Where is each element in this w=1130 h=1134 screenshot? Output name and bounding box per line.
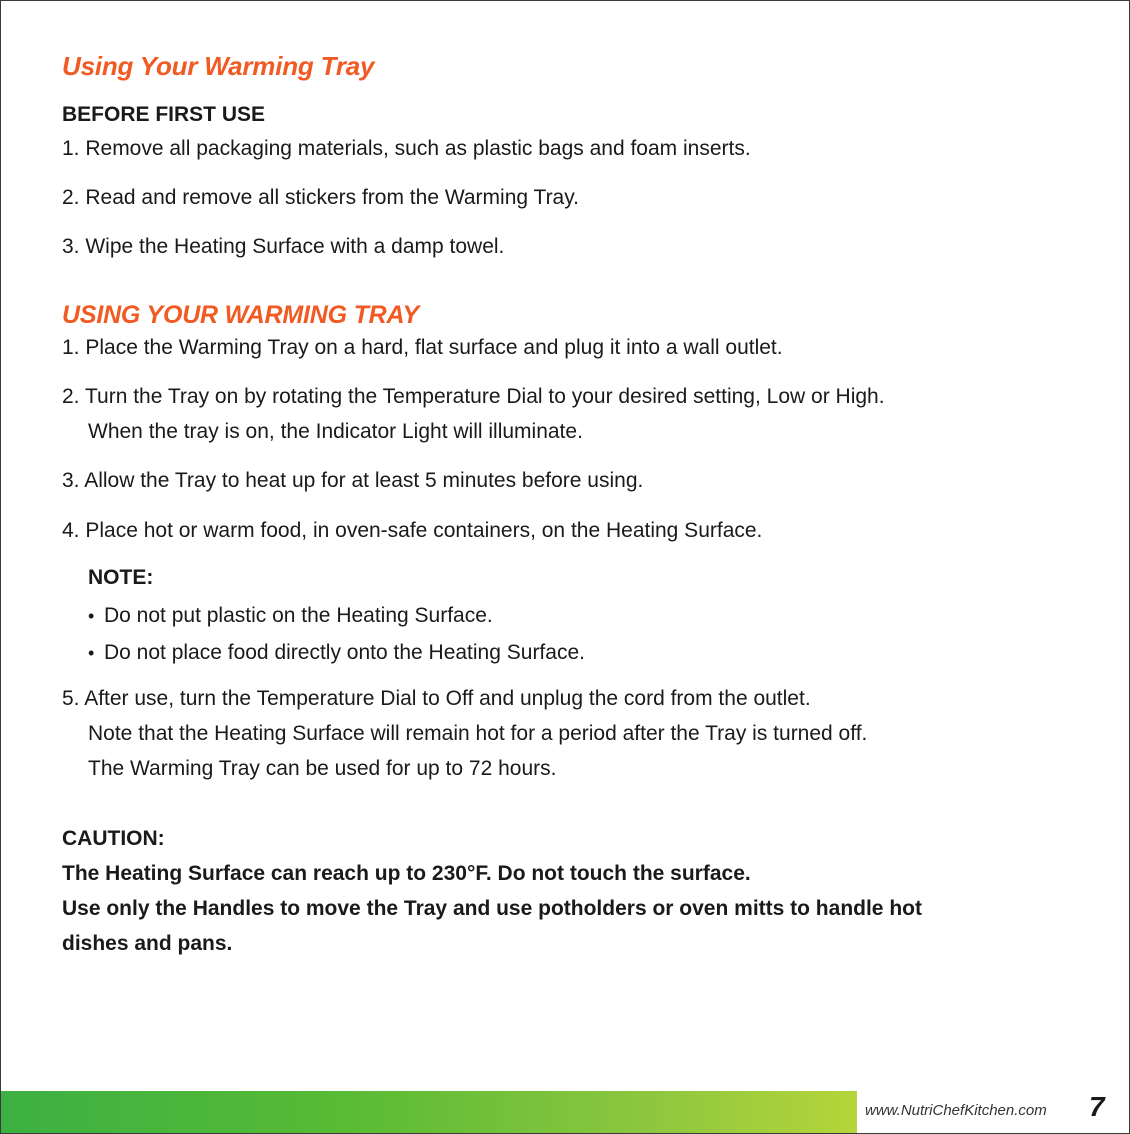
bullet-icon: •	[88, 606, 95, 626]
caution-heading: CAUTION:	[62, 827, 165, 850]
using-step-2-line-1: 2. Turn the Tray on by rotating the Temperature Dial to your desired setting, Low or High.	[62, 385, 885, 408]
using-step-1: 1. Place the Warming Tray on a hard, flat surface and plug it into a wall outlet.	[62, 336, 783, 359]
using-step-2-line-2: When the tray is on, the Indicator Light will illuminate.	[88, 420, 583, 443]
before-first-use-heading: BEFORE FIRST USE	[62, 103, 266, 126]
before-step-1: 1. Remove all packaging materials, such as plastic bags and foam inserts.	[62, 137, 751, 160]
caution-line-1: The Heating Surface can reach up to 230°F. Do not touch the surface.	[62, 862, 751, 885]
note-bullet-1	[62, 602, 1062, 630]
note-heading: NOTE:	[88, 566, 154, 589]
using-step-5-line-3: The Warming Tray can be used for up to 72 hours.	[88, 757, 557, 780]
page-number: 7	[1089, 1091, 1105, 1122]
using-heading: USING YOUR WARMING TRAY	[62, 301, 419, 329]
note-bullet-1-text: Do not put plastic on the Heating Surface.	[104, 604, 493, 627]
before-step-3: 3. Wipe the Heating Surface with a damp towel.	[62, 235, 505, 258]
using-step-5-line-2: Note that the Heating Surface will remain hot for a period after the Tray is turned off.	[88, 722, 868, 745]
using-step-5-line-1: 5. After use, turn the Temperature Dial to Off and unplug the cord from the outlet.	[62, 687, 811, 710]
note-bullet-2	[62, 639, 1062, 667]
page-title: Using Your Warming Tray	[62, 51, 375, 81]
footer-website-url: www.NutriChefKitchen.com	[865, 1102, 1047, 1119]
caution-line-2: Use only the Handles to move the Tray and use potholders or oven mitts to handle hot	[62, 897, 922, 920]
page-content	[62, 51, 1062, 961]
bullet-icon: •	[88, 643, 95, 663]
using-step-4: 4. Place hot or warm food, in oven-safe containers, on the Heating Surface.	[62, 519, 763, 542]
note-bullet-2-text: Do not place food directly onto the Heating Surface.	[104, 641, 585, 664]
caution-line-3: dishes and pans.	[62, 932, 233, 955]
before-step-2: 2. Read and remove all stickers from the Warming Tray.	[62, 186, 580, 209]
using-step-3: 3. Allow the Tray to heat up for at least 5 minutes before using.	[62, 469, 644, 492]
footer-gradient-bar	[1, 1091, 857, 1134]
